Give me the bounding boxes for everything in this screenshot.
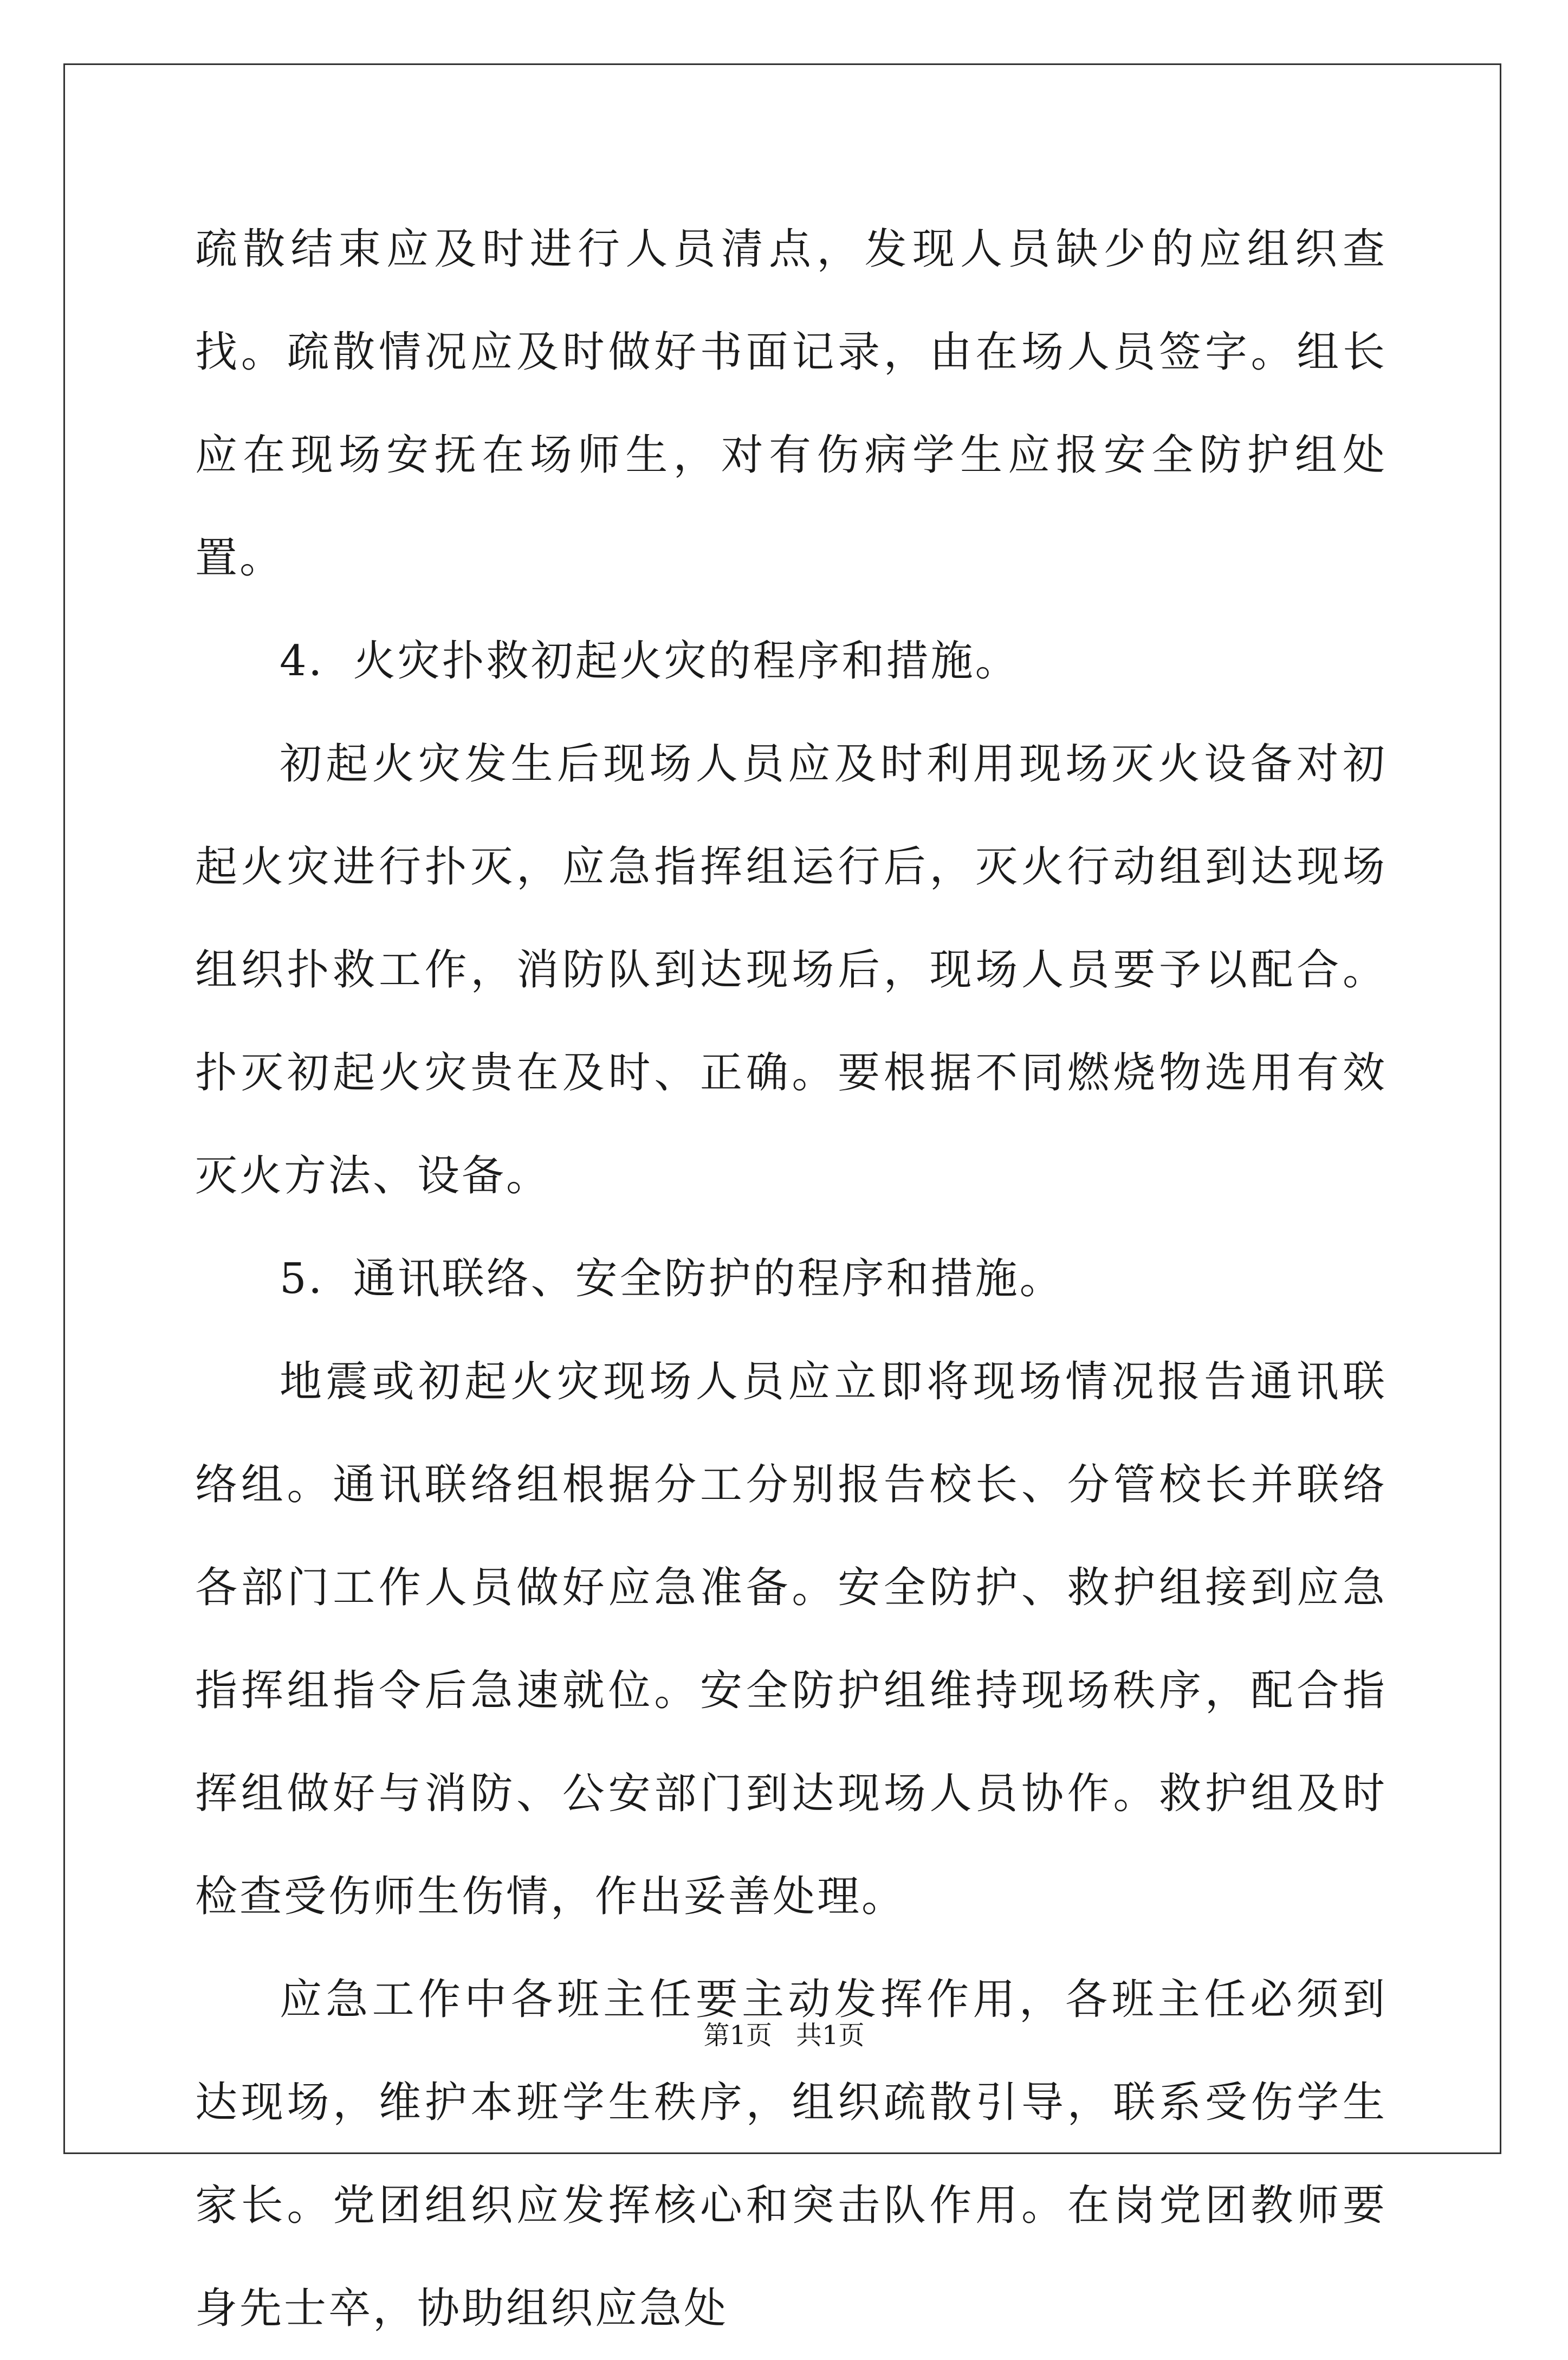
paragraph-communication: 地震或初起火灾现场人员应立即将现场情况报告通讯联络组。通讯联络组根据分工分别报告校长、分管校长并联络各部门工作人员做好应急准备。安全防护、救护组接到应急指挥组指令后急速就位。安全防护组维持现场秩序，配合指挥组做好与消防、公安部门到达现场人员协作。救护组及时检查受伤师生伤情，作出妥善处理。 (195, 1357, 1387, 1921)
page-number: 第1页 (703, 2020, 772, 2051)
page-footer (0, 2019, 1568, 2052)
paragraph-1: 疏散结束应及时进行人员清点，发现人员缺少的应组织查找。疏散情况应及时做好书面记录，由在场人员签字。组长应在现场安抚在场师生，对有伤病学生应报安全防护组处置。 (195, 225, 1387, 583)
page-total: 共1页 (796, 2020, 865, 2051)
paragraph-class-teachers: 应急工作中各班主任要主动发挥作用，各班主任必须到达现场，维护本班学生秩序，组织疏散引导，联系受伤学生家长。党团组织应发挥核心和突击队作用。在岗党团教师要身先士卒，协助组织应急处 (195, 1975, 1387, 2333)
paragraph-fire-fighting: 初起火灾发生后现场人员应及时利用现场灭火设备对初起火灾进行扑灭，应急指挥组运行后，灭火行动组到达现场组织扑救工作，消防队到达现场后，现场人员要予以配合。扑灭初起火灾贵在及时、正确。要根据不同燃烧物选用有效灭火方法、设备。 (195, 740, 1387, 1200)
section-heading-4: 4．火灾扑救初起火灾的程序和措施。 (280, 637, 1020, 686)
section-heading-5: 5．通讯联络、安全防护的程序和措施。 (280, 1255, 1064, 1303)
